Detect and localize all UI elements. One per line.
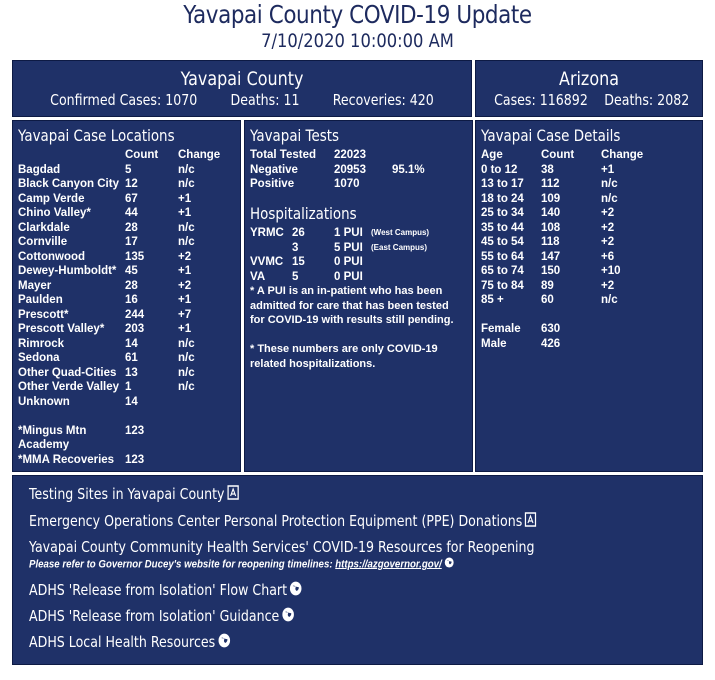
footnote-row	[18, 453, 233, 468]
age-count: 60	[541, 294, 554, 306]
age-change: n/c	[601, 192, 618, 205]
age-group-row	[481, 177, 696, 192]
location-change: +2	[178, 250, 192, 263]
case-details-header	[481, 148, 696, 163]
age-count: 140	[541, 207, 561, 219]
pui-note: * A PUI is an in-patient who has been admitted for care that has been tested for COVID-19 with results still pending.	[250, 285, 454, 326]
location-change: n/c	[178, 163, 195, 176]
location-name: Paulden	[18, 294, 63, 306]
age-count: 112	[541, 178, 560, 190]
county-recoveries: Recoveries: 420	[332, 91, 434, 109]
location-change: n/c	[178, 352, 195, 364]
location-name: Prescott Valley*	[18, 323, 105, 335]
location-count: 244	[125, 308, 145, 321]
arizona-summary-title: Arizona	[559, 68, 619, 90]
age-count: 150	[541, 265, 561, 277]
location-change: +1	[178, 207, 192, 219]
col-header-count: Count	[125, 149, 159, 161]
hospitalization-note: * These numbers are only COVID-19 related hospitalizations.	[250, 343, 438, 370]
col-header-count: Count	[541, 149, 575, 161]
age-group-row	[481, 163, 696, 178]
hospitalization-row	[250, 226, 465, 241]
location-name: Dewey-Humboldt*	[18, 265, 117, 277]
pui-count: 0 PUI	[334, 256, 363, 268]
age-change: n/c	[601, 178, 618, 190]
reopening-resources-link[interactable]: Yavapai County Community Health Services' COVID-19 Resources for Reopening	[29, 538, 535, 556]
hospitalizations-title: Hospitalizations	[250, 204, 357, 223]
globe-icon	[218, 633, 231, 653]
local-health-resources-link[interactable]	[29, 632, 230, 653]
age-range: 55 to 64	[481, 250, 524, 263]
location-count: 203	[125, 323, 145, 335]
gender-label: Female	[481, 323, 521, 335]
facility-count: 5	[292, 270, 299, 283]
test-row	[250, 163, 465, 178]
pdf-file-icon	[525, 512, 537, 532]
age-group-row	[481, 293, 696, 308]
age-change: +2	[601, 279, 615, 292]
test-label: Total Tested	[250, 149, 317, 161]
age-range: 25 to 34	[481, 207, 524, 219]
location-count: 67	[125, 192, 138, 205]
pdf-file-icon	[227, 485, 239, 505]
isolation-flow-chart-link-text[interactable]: ADHS 'Release from Isolation' Flow Chart	[29, 581, 288, 599]
location-change: +1	[178, 265, 192, 277]
county-summary-title: Yavapai County	[180, 68, 304, 90]
location-row	[18, 293, 233, 308]
county-deaths: Deaths: 11	[230, 91, 300, 109]
facility-count: 15	[292, 256, 305, 268]
test-label: Positive	[250, 178, 295, 190]
arizona-summary-stats	[494, 90, 690, 110]
case-details-table	[481, 148, 696, 351]
age-range: 75 to 84	[481, 279, 524, 292]
age-group-row	[481, 221, 696, 236]
tests-title: Yavapai Tests	[250, 126, 340, 145]
age-group-row	[481, 206, 696, 221]
case-details-title: Yavapai Case Details	[481, 126, 621, 145]
pui-count: 1 PUI	[334, 227, 363, 239]
location-change: +7	[178, 308, 192, 321]
hospitalization-row	[250, 241, 465, 256]
footnote-row-cont	[18, 438, 233, 453]
arizona-summary-panel	[475, 60, 703, 117]
location-name: Cottonwood	[18, 250, 86, 263]
location-change: +1	[178, 294, 192, 306]
location-row	[18, 351, 233, 366]
globe-icon	[282, 607, 295, 627]
location-count: 17	[125, 236, 138, 248]
location-name: Black Canyon City	[18, 178, 119, 190]
location-row	[18, 380, 233, 395]
location-count: 14	[125, 337, 138, 350]
location-row	[18, 221, 233, 236]
footnote-count: 123	[125, 453, 145, 466]
resources-links-panel	[12, 475, 703, 665]
location-name: Unknown	[18, 395, 70, 408]
testing-sites-link[interactable]	[29, 484, 239, 505]
county-summary-stats	[50, 90, 435, 110]
location-row	[18, 206, 233, 221]
location-row	[18, 279, 233, 294]
arizona-deaths: Deaths: 2082	[604, 91, 690, 109]
gender-row	[481, 322, 696, 337]
location-name: Camp Verde	[18, 192, 85, 205]
tests-table	[250, 148, 465, 192]
ppe-donations-link-text[interactable]: Emergency Operations Center Personal Protection Equipment (PPE) Donations	[29, 512, 523, 530]
location-count: 28	[125, 221, 138, 234]
location-count: 5	[125, 163, 132, 176]
age-group-row	[481, 192, 696, 207]
age-change: n/c	[601, 294, 618, 306]
location-row	[18, 308, 233, 323]
test-percent: 95.1%	[392, 163, 425, 176]
location-count: 1	[125, 381, 132, 393]
location-row	[18, 235, 233, 250]
footnote-count: 123	[125, 424, 145, 437]
case-details-panel	[475, 120, 703, 472]
test-value: 22023	[334, 149, 366, 161]
footnote-label: Academy	[18, 439, 70, 451]
test-row	[250, 148, 465, 163]
hospitalization-row	[250, 270, 465, 285]
age-count: 89	[541, 279, 554, 292]
location-name: Rimrock	[18, 337, 65, 350]
update-timestamp: 7/10/2020 10:00:00 AM	[261, 30, 454, 52]
globe-icon	[444, 557, 454, 572]
gender-label: Male	[481, 337, 507, 350]
hospitalization-row	[250, 255, 465, 270]
age-range: 0 to 12	[481, 163, 518, 176]
location-name: Sedona	[18, 352, 60, 364]
age-count: 118	[541, 236, 560, 248]
age-range: 85 +	[481, 294, 504, 306]
age-group-row	[481, 279, 696, 294]
case-locations-panel	[12, 120, 241, 472]
location-count: 16	[125, 294, 138, 306]
location-count: 14	[125, 395, 138, 408]
age-range: 45 to 54	[481, 236, 524, 248]
gender-count: 426	[541, 337, 561, 350]
isolation-guidance-link-text[interactable]: ADHS 'Release from Isolation' Guidance	[29, 607, 280, 625]
location-name: Mayer	[18, 279, 52, 292]
arizona-cases: Cases: 116892	[494, 91, 588, 109]
footnote-row	[18, 424, 233, 439]
location-name: Other Verde Valley	[18, 381, 120, 393]
location-change: n/c	[178, 221, 195, 234]
location-row	[18, 177, 233, 192]
age-change: +2	[601, 221, 615, 234]
reopening-note	[29, 557, 454, 572]
testing-sites-link-text[interactable]: Testing Sites in Yavapai County	[29, 485, 225, 503]
location-count: 12	[125, 178, 138, 190]
governor-website-link[interactable]: https://azgovernor.gov/	[335, 558, 442, 571]
location-count: 45	[125, 265, 138, 277]
location-name: Clarkdale	[18, 221, 70, 234]
location-row	[18, 264, 233, 279]
location-name: Prescott*	[18, 308, 69, 321]
isolation-flow-chart-link[interactable]	[29, 580, 302, 601]
location-change: n/c	[178, 178, 195, 190]
col-header-change: Change	[601, 149, 644, 161]
campus-label: (East Campus)	[371, 242, 428, 252]
facility-name: YRMC	[250, 227, 284, 239]
ppe-donations-link[interactable]	[29, 511, 537, 532]
globe-icon	[290, 581, 303, 601]
location-row	[18, 192, 233, 207]
test-label: Negative	[250, 163, 298, 176]
case-locations-table	[18, 148, 233, 467]
footnote-label: *Mingus Mtn	[18, 424, 87, 437]
location-change: n/c	[178, 337, 195, 350]
isolation-guidance-link[interactable]	[29, 606, 294, 627]
tests-panel	[244, 120, 473, 472]
reopening-note-text: Please refer to Governor Ducey's website for reopening timelines:	[29, 558, 336, 571]
campus-label: (West Campus)	[371, 228, 430, 237]
age-count: 38	[541, 163, 554, 176]
location-row	[18, 337, 233, 352]
age-count: 108	[541, 221, 561, 234]
case-locations-header	[18, 148, 233, 163]
location-change: n/c	[178, 366, 195, 379]
age-group-row	[481, 250, 696, 265]
age-count: 109	[541, 192, 561, 205]
location-name: Bagdad	[18, 163, 61, 176]
location-name: Other Quad-Cities	[18, 366, 117, 379]
pui-count: 0 PUI	[334, 270, 363, 283]
location-name: Cornville	[18, 236, 68, 248]
age-change: +2	[601, 207, 615, 219]
age-range: 18 to 24	[481, 192, 524, 205]
col-header-age: Age	[481, 149, 503, 161]
gender-row	[481, 337, 696, 352]
location-change: +2	[178, 279, 192, 292]
col-header-change: Change	[178, 149, 221, 161]
location-name: Chino Valley*	[18, 207, 91, 219]
gender-count: 630	[541, 323, 561, 335]
location-row	[18, 163, 233, 178]
location-row	[18, 366, 233, 381]
age-group-row	[481, 235, 696, 250]
pui-count: 5 PUI	[334, 241, 363, 254]
case-locations-title: Yavapai Case Locations	[18, 126, 175, 145]
facility-name: VA	[250, 270, 266, 283]
location-row	[18, 395, 233, 410]
age-group-row	[481, 264, 696, 279]
facility-count: 26	[292, 227, 305, 239]
location-change: +1	[178, 192, 192, 205]
age-change: +1	[601, 163, 615, 176]
test-value: 1070	[334, 178, 360, 190]
page-title: Yavapai County COVID-19 Update	[183, 0, 532, 29]
location-count: 44	[125, 207, 138, 219]
confirmed-cases: Confirmed Cases: 1070	[50, 91, 198, 109]
footnote-label: *MMA Recoveries	[18, 453, 115, 466]
facility-name: VVMC	[250, 256, 284, 268]
location-change: n/c	[178, 236, 195, 248]
age-count: 147	[541, 250, 561, 263]
location-count: 13	[125, 366, 138, 379]
age-range: 65 to 74	[481, 265, 524, 277]
county-summary-panel	[12, 60, 472, 117]
location-count: 135	[125, 250, 145, 263]
age-change: +10	[601, 265, 621, 277]
hospitalizations-table	[250, 226, 465, 284]
age-range: 13 to 17	[481, 178, 524, 190]
age-change: +2	[601, 236, 615, 248]
local-health-resources-link-text[interactable]: ADHS Local Health Resources	[29, 633, 216, 651]
location-row	[18, 322, 233, 337]
age-range: 35 to 44	[481, 221, 524, 234]
facility-count: 3	[292, 241, 299, 254]
location-row	[18, 250, 233, 265]
location-change: +1	[178, 323, 192, 335]
location-change: n/c	[178, 381, 195, 393]
location-count: 61	[125, 352, 138, 364]
test-row	[250, 177, 465, 192]
test-value: 20953	[334, 163, 366, 176]
location-count: 28	[125, 279, 138, 292]
age-change: +6	[601, 250, 615, 263]
